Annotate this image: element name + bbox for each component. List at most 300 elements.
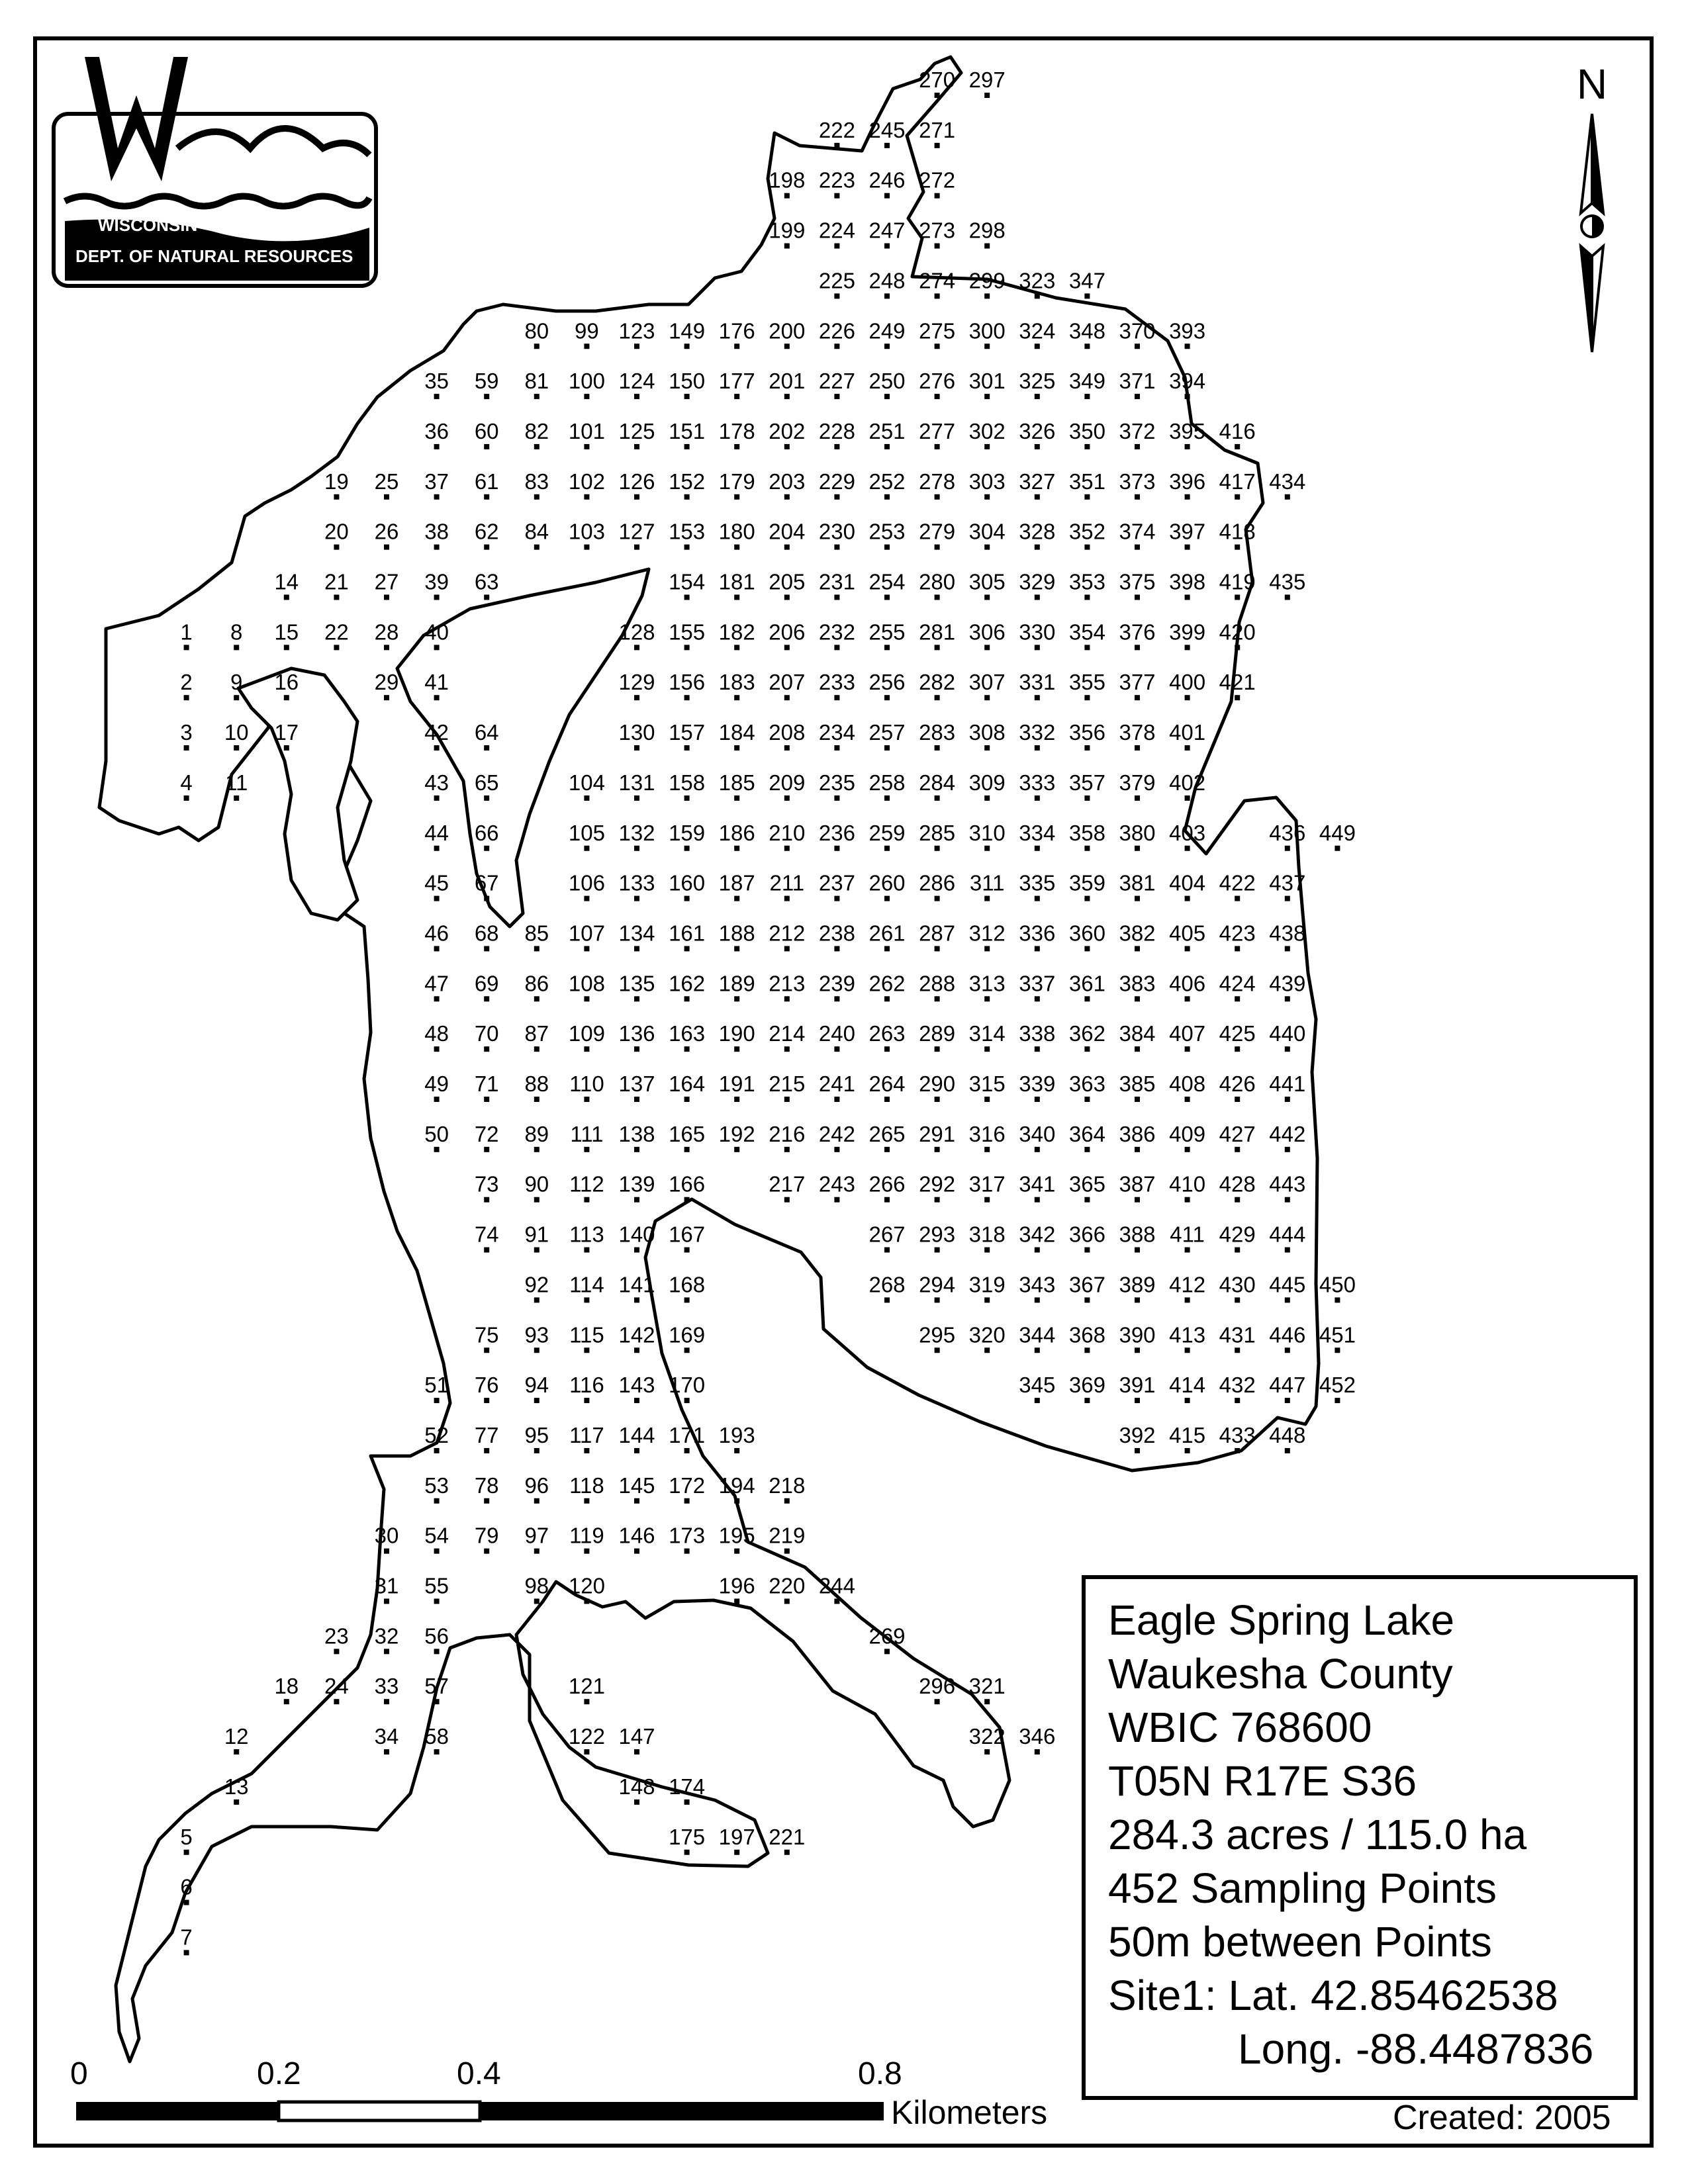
sampling-point-label: 298 [968, 218, 1006, 243]
sampling-point-label: 232 [818, 619, 855, 645]
sampling-point-marker [184, 695, 189, 700]
sampling-point-label: 99 [575, 318, 599, 343]
sampling-point-label: 447 [1269, 1373, 1306, 1398]
sampling-point-label: 20 [324, 519, 349, 544]
sampling-point-marker [584, 796, 589, 801]
sampling-point-label: 117 [569, 1422, 604, 1447]
sampling-point-marker [1335, 846, 1340, 851]
sampling-point-marker [484, 1398, 489, 1403]
sampling-point-label: 115 [569, 1322, 604, 1347]
sampling-point-label: 349 [1068, 369, 1105, 394]
sampling-point-label: 210 [769, 820, 806, 845]
sampling-point-marker [334, 494, 339, 500]
sampling-point-marker [434, 1749, 440, 1754]
sampling-point-label: 369 [1068, 1373, 1105, 1398]
sampling-point-marker [734, 645, 739, 650]
county-name: Waukesha County [1108, 1650, 1453, 1698]
sampling-point-label: 161 [669, 921, 706, 946]
sampling-point-label: 162 [669, 971, 706, 996]
sampling-point-marker [484, 1147, 489, 1152]
sampling-point-marker [1285, 1347, 1290, 1353]
sampling-point-marker [1035, 1749, 1040, 1754]
sampling-point-label: 278 [919, 469, 956, 494]
sampling-point-label: 152 [669, 469, 706, 494]
sampling-point-marker [534, 444, 539, 449]
sampling-point-marker [935, 143, 940, 148]
sampling-point-label: 430 [1219, 1272, 1256, 1297]
sampling-point-marker [484, 595, 489, 600]
sampling-point-label: 223 [818, 167, 855, 193]
sampling-point-label: 92 [524, 1272, 549, 1297]
sampling-point-marker [935, 444, 940, 449]
sampling-point-label: 304 [968, 519, 1006, 544]
north-label: N [1576, 60, 1608, 108]
sampling-point-label: 196 [718, 1573, 755, 1598]
sampling-point-label: 347 [1068, 268, 1105, 293]
sampling-point-label: 252 [868, 469, 906, 494]
sampling-point-marker [935, 193, 940, 199]
sampling-point-label: 216 [769, 1121, 806, 1146]
sampling-point-label: 257 [868, 720, 906, 745]
sampling-point-marker [834, 745, 839, 751]
sampling-point-marker [384, 695, 389, 700]
sampling-point-marker [434, 1699, 440, 1704]
sampling-point-label: 338 [1019, 1021, 1056, 1046]
sampling-point-label: 248 [868, 268, 906, 293]
sampling-point-label: 112 [569, 1171, 604, 1197]
sampling-point-marker [234, 695, 239, 700]
sampling-point-label: 35 [424, 369, 449, 394]
sampling-point-label: 111 [570, 1121, 604, 1146]
sampling-point-label: 299 [968, 268, 1006, 293]
sampling-point-marker [1135, 394, 1140, 399]
sampling-point-marker [1235, 545, 1240, 550]
sampling-point-label: 300 [968, 318, 1006, 343]
sampling-point-marker [834, 1599, 839, 1604]
sampling-point-label: 394 [1169, 369, 1206, 394]
sampling-point-label: 334 [1019, 820, 1056, 845]
sampling-point-label: 340 [1019, 1121, 1056, 1146]
sampling-point-marker [1035, 896, 1040, 901]
sampling-point-marker [834, 545, 839, 550]
sampling-point-marker [984, 93, 990, 98]
sampling-point-label: 160 [669, 870, 706, 895]
sampling-point-label: 215 [769, 1071, 806, 1096]
sampling-point-label: 259 [868, 820, 906, 845]
sampling-point-marker [684, 645, 690, 650]
sampling-point-marker [734, 1549, 739, 1554]
sampling-point-label: 33 [374, 1674, 399, 1699]
sampling-point-label: 289 [919, 1021, 956, 1046]
sampling-point-label: 217 [769, 1171, 806, 1197]
sampling-point-label: 50 [424, 1121, 449, 1146]
sampling-point-label: 204 [769, 519, 806, 544]
sampling-point-marker [734, 494, 739, 500]
sampling-point-marker [434, 1599, 440, 1604]
sampling-point-label: 233 [818, 670, 855, 695]
sampling-point-label: 277 [919, 418, 956, 443]
sampling-point-marker [834, 996, 839, 1001]
sampling-point-marker [734, 1448, 739, 1453]
sampling-point-label: 361 [1068, 971, 1105, 996]
sampling-point-label: 412 [1169, 1272, 1206, 1297]
sampling-point-label: 348 [1068, 318, 1105, 343]
sampling-point-label: 56 [424, 1623, 449, 1649]
sampling-point-marker [484, 1498, 489, 1504]
sampling-point-label: 36 [424, 418, 449, 443]
sampling-point-label: 327 [1019, 469, 1056, 494]
sampling-point-label: 371 [1119, 369, 1156, 394]
sampling-point-marker [584, 1097, 589, 1102]
sampling-point-label: 287 [919, 921, 956, 946]
sampling-point-marker [634, 494, 639, 500]
sampling-point-label: 45 [424, 870, 449, 895]
sampling-point-marker [684, 1297, 690, 1302]
sampling-point-label: 380 [1119, 820, 1156, 845]
sampling-point-label: 144 [618, 1422, 655, 1447]
sampling-point-marker [634, 1248, 639, 1253]
sampling-point-label: 402 [1169, 770, 1206, 795]
sampling-point-label: 135 [618, 971, 655, 996]
sampling-point-marker [184, 796, 189, 801]
sampling-point-label: 372 [1119, 418, 1156, 443]
sampling-point-marker [1235, 494, 1240, 500]
sampling-point-marker [684, 1046, 690, 1052]
sampling-point-label: 433 [1219, 1422, 1256, 1447]
sampling-point-marker [784, 1097, 790, 1102]
sampling-point-marker [834, 444, 839, 449]
sampling-point-marker [734, 996, 739, 1001]
sampling-point-marker [1035, 1347, 1040, 1353]
sampling-point-label: 102 [568, 469, 605, 494]
sampling-point-marker [984, 846, 990, 851]
sampling-point-marker [935, 1197, 940, 1203]
sampling-point-label: 269 [868, 1623, 906, 1649]
sampling-point-label: 189 [718, 971, 755, 996]
sampling-point-marker [1035, 545, 1040, 550]
sampling-point-marker [884, 545, 890, 550]
sampling-point-label: 146 [618, 1523, 655, 1548]
sampling-point-marker [434, 545, 440, 550]
sampling-point-label: 297 [968, 68, 1006, 92]
sampling-point-label: 167 [669, 1222, 706, 1247]
sampling-point-label: 426 [1219, 1071, 1256, 1096]
sampling-point-label: 94 [524, 1373, 549, 1398]
sampling-point-marker [734, 394, 739, 399]
sampling-point-marker [484, 1347, 489, 1353]
sampling-point-marker [184, 745, 189, 751]
sampling-point-marker [1235, 896, 1240, 901]
sampling-point-label: 411 [1170, 1222, 1205, 1247]
sampling-point-label: 413 [1169, 1322, 1206, 1347]
sampling-point-marker [634, 946, 639, 951]
sampling-point-marker [1185, 1448, 1190, 1453]
sampling-point-marker [784, 796, 790, 801]
sampling-point-marker [1084, 1046, 1090, 1052]
sampling-point-marker [484, 996, 489, 1001]
sampling-point-label: 443 [1269, 1171, 1306, 1197]
sampling-point-marker [434, 695, 440, 700]
sampling-point-label: 335 [1019, 870, 1056, 895]
sampling-point-marker [1235, 645, 1240, 650]
sampling-point-marker [884, 645, 890, 650]
sampling-point-marker [1185, 645, 1190, 650]
sampling-point-label: 329 [1019, 569, 1056, 594]
sampling-point-label: 307 [968, 670, 1006, 695]
sampling-point-label: 432 [1219, 1373, 1256, 1398]
sampling-point-marker [534, 494, 539, 500]
sampling-point-label: 302 [968, 418, 1006, 443]
sampling-point-marker [834, 796, 839, 801]
sampling-point-marker [1035, 996, 1040, 1001]
sampling-point-marker [684, 1248, 690, 1253]
sampling-point-marker [1084, 1197, 1090, 1203]
sampling-point-marker [484, 394, 489, 399]
sampling-point-marker [634, 394, 639, 399]
sampling-point-marker [784, 645, 790, 650]
sampling-point-label: 271 [919, 117, 956, 142]
sampling-point-marker [1135, 545, 1140, 550]
sampling-point-marker [1235, 444, 1240, 449]
sampling-point-marker [1135, 996, 1140, 1001]
sampling-point-label: 158 [669, 770, 706, 795]
sampling-point-label: 14 [274, 569, 299, 594]
sampling-point-marker [534, 996, 539, 1001]
sampling-point-label: 393 [1169, 318, 1206, 343]
sampling-point-label: 3 [180, 720, 193, 745]
sampling-point-label: 206 [769, 619, 806, 645]
sampling-point-marker [1035, 293, 1040, 298]
sampling-point-label: 72 [474, 1121, 499, 1146]
sampling-point-marker [1185, 745, 1190, 751]
sampling-point-marker [1135, 695, 1140, 700]
sampling-point-marker [784, 1850, 790, 1855]
sampling-point-marker [734, 846, 739, 851]
sampling-point-marker [634, 896, 639, 901]
sampling-point-marker [684, 896, 690, 901]
sampling-point-marker [1084, 1398, 1090, 1403]
sampling-point-marker [984, 1347, 990, 1353]
sampling-point-marker [784, 444, 790, 449]
sampling-point-marker [984, 745, 990, 751]
sampling-point-marker [284, 595, 289, 600]
sampling-point-marker [1285, 996, 1290, 1001]
sampling-point-label: 330 [1019, 619, 1056, 645]
sampling-point-label: 1 [180, 619, 193, 645]
sampling-point-marker [684, 1097, 690, 1102]
sampling-point-label: 21 [324, 569, 349, 594]
sampling-point-label: 202 [769, 418, 806, 443]
sampling-point-marker [1185, 394, 1190, 399]
sampling-point-label: 23 [324, 1623, 349, 1649]
sampling-point-marker [634, 1097, 639, 1102]
sampling-point-label: 48 [424, 1021, 449, 1046]
sampling-point-label: 451 [1319, 1322, 1356, 1347]
sampling-point-marker [935, 545, 940, 550]
sampling-point-label: 19 [324, 469, 349, 494]
sampling-point-marker [534, 343, 539, 349]
sampling-point-marker [1185, 695, 1190, 700]
sampling-point-marker [884, 244, 890, 249]
sampling-point-marker [584, 343, 589, 349]
sampling-point-label: 263 [868, 1021, 906, 1046]
sampling-point-marker [284, 745, 289, 751]
sampling-point-label: 31 [374, 1573, 399, 1598]
sampling-point-marker [1285, 896, 1290, 901]
sampling-point-marker [1084, 1147, 1090, 1152]
sampling-point-label: 12 [224, 1724, 249, 1749]
sampling-point-label: 142 [618, 1322, 655, 1347]
sampling-point-label: 77 [474, 1422, 499, 1447]
sampling-point-marker [884, 846, 890, 851]
sampling-point-label: 157 [669, 720, 706, 745]
sampling-point-marker [634, 1046, 639, 1052]
sampling-point-marker [1135, 444, 1140, 449]
sampling-point-marker [684, 796, 690, 801]
sampling-point-marker [534, 1097, 539, 1102]
sampling-point-marker [534, 1197, 539, 1203]
sampling-point-label: 410 [1169, 1171, 1206, 1197]
sampling-point-label: 32 [374, 1623, 399, 1649]
sampling-point-marker [384, 1549, 389, 1554]
sampling-point-label: 108 [568, 971, 605, 996]
sampling-point-marker [1035, 444, 1040, 449]
sampling-point-label: 238 [818, 921, 855, 946]
sampling-point-label: 328 [1019, 519, 1056, 544]
sampling-point-marker [1035, 1398, 1040, 1403]
sampling-point-label: 441 [1269, 1071, 1306, 1096]
sampling-point-label: 262 [868, 971, 906, 996]
sampling-point-marker [784, 343, 790, 349]
sampling-point-marker [434, 996, 440, 1001]
sampling-point-marker [1135, 1097, 1140, 1102]
sampling-point-label: 436 [1269, 820, 1306, 845]
sampling-point-label: 428 [1219, 1171, 1256, 1197]
sampling-point-label: 290 [919, 1071, 956, 1096]
sampling-point-marker [534, 946, 539, 951]
sampling-point-marker [1185, 595, 1190, 600]
township-range-section: T05N R17E S36 [1108, 1757, 1417, 1805]
sampling-point-marker [384, 545, 389, 550]
sampling-point-label: 274 [919, 268, 956, 293]
sampling-point-marker [434, 745, 440, 751]
sampling-point-label: 190 [718, 1021, 755, 1046]
scale-segment-2 [279, 2102, 480, 2120]
sampling-point-marker [1135, 343, 1140, 349]
created-date: Created: 2005 [1393, 2099, 1611, 2137]
sampling-point-label: 230 [818, 519, 855, 544]
sampling-point-label: 253 [868, 519, 906, 544]
sampling-point-marker [684, 1549, 690, 1554]
sampling-point-marker [1084, 494, 1090, 500]
sampling-point-label: 342 [1019, 1222, 1056, 1247]
sampling-point-marker [684, 846, 690, 851]
sampling-point-label: 220 [769, 1573, 806, 1598]
map-info-box [1082, 1575, 1638, 2100]
sampling-point-label: 96 [524, 1473, 549, 1498]
sampling-point-label: 41 [424, 670, 449, 695]
sampling-point-label: 25 [374, 469, 399, 494]
sampling-point-marker [935, 394, 940, 399]
sampling-point-label: 169 [669, 1322, 706, 1347]
sampling-point-label: 405 [1169, 921, 1206, 946]
sampling-point-marker [784, 595, 790, 600]
sampling-point-marker [884, 1097, 890, 1102]
sampling-point-marker [935, 494, 940, 500]
sampling-point-label: 89 [524, 1121, 549, 1146]
sampling-point-label: 339 [1019, 1071, 1056, 1096]
sampling-point-marker [935, 1699, 940, 1704]
sampling-point-label: 388 [1119, 1222, 1156, 1247]
sampling-point-label: 172 [669, 1473, 706, 1498]
sampling-point-marker [434, 946, 440, 951]
sampling-point-marker [234, 1749, 239, 1754]
sampling-point-marker [1185, 996, 1190, 1001]
sampling-point-label: 29 [374, 670, 399, 695]
sampling-point-marker [434, 1448, 440, 1453]
scale-bar [73, 2099, 894, 2126]
sampling-point-marker [434, 1398, 440, 1403]
sampling-point-marker [584, 1749, 589, 1754]
sampling-point-marker [334, 645, 339, 650]
sampling-point-marker [1035, 1097, 1040, 1102]
sampling-point-marker [734, 595, 739, 600]
sampling-point-marker [434, 896, 440, 901]
sampling-point-marker [534, 1498, 539, 1504]
sampling-point-marker [1185, 545, 1190, 550]
sampling-point-label: 416 [1219, 418, 1256, 443]
sampling-point-label: 207 [769, 670, 806, 695]
sampling-point-marker [584, 946, 589, 951]
sampling-point-label: 153 [669, 519, 706, 544]
sampling-point-marker [884, 946, 890, 951]
sampling-point-label: 283 [919, 720, 956, 745]
sampling-point-marker [684, 1347, 690, 1353]
sampling-point-marker [1035, 946, 1040, 951]
sampling-point-marker [534, 1398, 539, 1403]
sampling-point-label: 54 [424, 1523, 449, 1548]
sampling-point-label: 389 [1119, 1272, 1156, 1297]
sampling-point-label: 164 [669, 1071, 706, 1096]
site1-latitude: Site1: Lat. 42.85462538 [1108, 1972, 1558, 2019]
sampling-point-marker [1235, 1046, 1240, 1052]
sampling-point-marker [984, 1749, 990, 1754]
sampling-point-label: 150 [669, 369, 706, 394]
sampling-point-label: 408 [1169, 1071, 1206, 1096]
sampling-point-marker [684, 1448, 690, 1453]
sampling-point-label: 245 [868, 117, 906, 142]
sampling-point-label: 171 [669, 1422, 706, 1447]
sampling-point-label: 392 [1119, 1422, 1156, 1447]
sampling-point-label: 425 [1219, 1021, 1256, 1046]
sampling-point-count: 452 Sampling Points [1108, 1864, 1497, 1912]
sampling-point-label: 46 [424, 921, 449, 946]
sampling-point-label: 421 [1219, 670, 1256, 695]
sampling-point-label: 385 [1119, 1071, 1156, 1096]
sampling-point-marker [984, 1097, 990, 1102]
logo-text-dept: DEPT. OF NATURAL RESOURCES [75, 246, 353, 266]
sampling-point-marker [584, 494, 589, 500]
sampling-point-label: 59 [474, 369, 499, 394]
sampling-point-marker [684, 1398, 690, 1403]
sampling-point-label: 301 [968, 369, 1006, 394]
sampling-point-label: 314 [968, 1021, 1006, 1046]
sampling-point-marker [484, 444, 489, 449]
sampling-point-marker [834, 244, 839, 249]
sampling-point-marker [834, 494, 839, 500]
sampling-point-marker [1285, 1248, 1290, 1253]
sampling-point-label: 10 [224, 720, 249, 745]
